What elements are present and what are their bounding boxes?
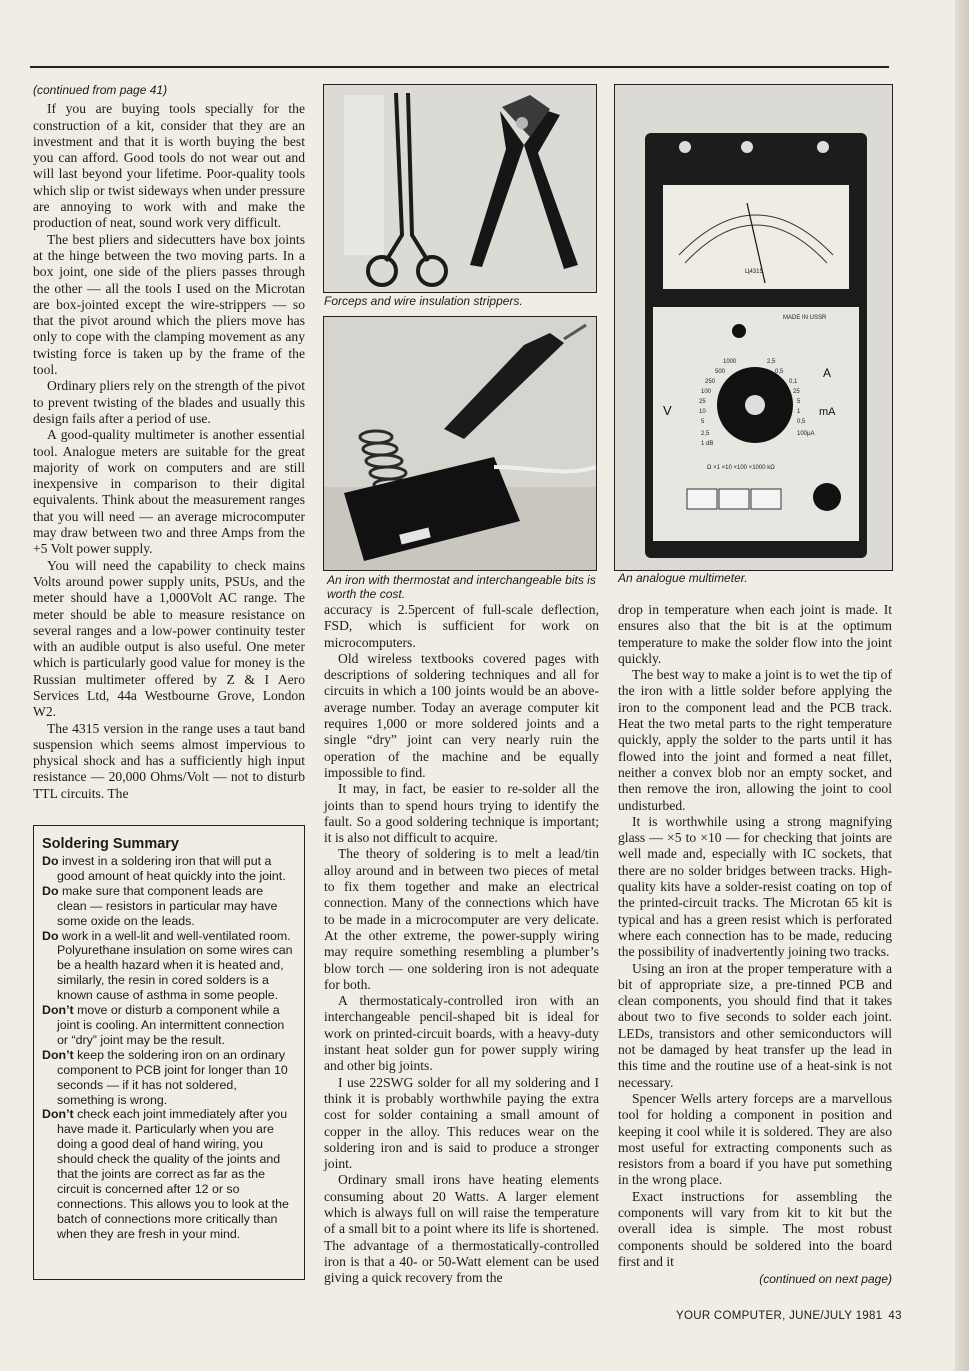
range-label: 25	[699, 399, 706, 405]
page-edge	[955, 0, 969, 1371]
article-column-3	[618, 602, 892, 1287]
meter-unit-milliamps: mA	[819, 406, 836, 418]
summary-item-text: keep the soldering iron on an ordinary component to PCB joint for longer than 10 seconds — if it has not soldered, something is wrong.	[57, 1047, 288, 1107]
paragraph: I use 22SWG solder for all my soldering and I think it is probably worthwhile paying the extra cost for solder containing a small amount of copper in the alloy. This reduces wear on the soldering iron and is said to produce a stronger joint.	[324, 1074, 599, 1172]
soldering-iron-illustration	[324, 317, 596, 570]
summary-item-lead: Don’t	[42, 1047, 74, 1062]
summary-item-lead: Don’t	[42, 1107, 74, 1122]
meter-ohm-row: Ω ×1 ×10 ×100 ×1000 kΩ	[707, 465, 775, 471]
paragraph: Using an iron at the proper temperature with a bit of appropriate size, a pre-tinned PCB and clean components, you should find that it takes about two to five seconds to solder each joint. LEDs, transistors and other semiconductors will not be damaged by heat transfer up the lead in this time and the routine use of a heat-sink is not necessary.	[618, 960, 892, 1090]
forceps-photo	[323, 84, 597, 293]
paragraph: The best pliers and sidecutters have box joints at the hinge between the two moving parts. In a box joint, one side of the pliers passes through the other — all the tools I used on the Microtan are box-jointed except the wire-strippers — so that the pivot around which the pliers move has only to cope with the clamping movement as any twisting force is taken up by the frame of the tool.	[33, 231, 305, 378]
summary-item	[42, 1107, 296, 1241]
range-label: 1000	[723, 359, 737, 365]
summary-item	[42, 1048, 296, 1108]
page-number: 43	[888, 1310, 902, 1322]
range-label: 500	[715, 369, 726, 375]
summary-item-lead: Don’t	[42, 1003, 74, 1018]
summary-item-text: work in a well-lit and well-ventilated room. Polyurethane insulation on some wires can be a health hazard when it is heated and, similarly, the resin in cored solders is a known cause of asthma in some people.	[57, 928, 293, 1003]
forceps-illustration	[324, 85, 596, 292]
range-label: 100	[701, 389, 712, 395]
forceps-caption: Forceps and wire insulation strippers.	[324, 294, 523, 308]
range-label: 0,5	[775, 369, 784, 375]
top-rule	[30, 66, 889, 68]
summary-item	[42, 854, 296, 884]
range-label: 0,1	[789, 379, 798, 385]
summary-title: Soldering Summary	[42, 836, 179, 852]
paragraph: You will need the capability to check mains Volts around power supply units, PSUs, and the meter should have a 1,000Volt AC range. The meter should be able to measure resistance on several ranges and a low-power continuity tester with an audible output is also useful. One meter which is particularly good value for money is the Russian multimeter offered by Z & I Aero Services Ltd, 44a Westbourne Grove, London W2.	[33, 557, 305, 720]
summary-item	[42, 1003, 296, 1048]
summary-item-lead: Do	[42, 883, 59, 898]
meter-unit-amps: A	[823, 366, 832, 380]
article-column-2	[324, 602, 599, 1286]
range-label: 2,5	[701, 431, 710, 437]
paragraph: The 4315 version in the range uses a taut band suspension which seems almost impervious to physical shock and has a sufficiently high input resistance — 20,000 Ohms/Volt — not to disturb TTL circuits. The	[33, 720, 305, 801]
range-label: 1 dB	[701, 441, 714, 447]
meter-made-in-label: MADE IN USSR	[783, 315, 827, 321]
paragraph: drop in temperature when each joint is made. It ensures also that the bit is at the optimum temperature to make the solder flow into the joint quickly.	[618, 602, 892, 666]
paragraph: Exact instructions for assembling the components will vary from kit to kit but the overall idea is simple. The most robust components should be soldered into the board first and it	[618, 1188, 892, 1269]
paragraph: Ordinary pliers rely on the strength of the pivot to prevent twisting of the blades and usually this design fails after a period of use.	[33, 378, 305, 426]
range-label: 25	[793, 389, 800, 395]
paragraph: Spencer Wells artery forceps are a marvellous tool for holding a component in position and keeping it cool while it is soldered. They are also most useful for extracting components such as resistors from a board if you have put something in the wrong place.	[618, 1090, 892, 1188]
paragraph: It may, in fact, be easier to re-solder all the joints than to spend hours trying to identify the fault. So a good soldering technique is important; it is also not difficult to acquire.	[324, 781, 599, 846]
range-label: 250	[705, 379, 716, 385]
paragraph: The best way to make a joint is to wet the tip of the iron with a little solder before applying the iron to the component lead and the PCB track. Heat the two metal parts to the right temperature quickly, apply the solder to the parts until it has flowed into the joint and formed a neat fillet, neither a convex blob nor an empty socket, and then remove the iron, allowing the joint to cool undisturbed.	[618, 667, 892, 813]
summary-item	[42, 884, 296, 929]
paragraph: A thermostaticaly-controlled iron with an interchangeable pencil-shaped bit is ideal for work on printed-circuit boards, with a heavy-duty instant heat solder gun for power supply wiring and other big joints.	[324, 993, 599, 1074]
summary-item-text: move or disturb a component while a joint is cooling. An intermittent connection or “dry” joint may be the result.	[57, 1003, 285, 1047]
range-label: 10	[699, 409, 706, 415]
paragraph: It is worthwhile using a strong magnifying glass — ×5 to ×10 — for checking that joints are well made and, especially with IC sockets, that there are no solder bridges between tracks. High-quality kits have a solder-resist coating on top of the printed-circuit tracks. The Microtan 65 kit is typical and has a green resist which is perforated where each connection has to be made, reducing the possibility of inadvertently joining two tracks.	[618, 813, 892, 960]
summary-item-text: make sure that component leads are clean — resistors in particular may have some oxide on the leads.	[57, 883, 278, 928]
range-label: 1	[797, 409, 801, 415]
range-label: 2,5	[767, 359, 776, 365]
soldering-iron-photo	[323, 316, 597, 571]
meter-model-label: Ц4315	[745, 269, 763, 275]
summary-item-text: invest in a soldering iron that will put a good amount of heat quickly into the joint.	[57, 854, 286, 883]
paragraph: If you are buying tools specially for the construction of a kit, consider that they are an investment and that it is worth buying the best you can afford. Good tools do not wear out and will last beyond your lifetime. Poor-quality tools which slip or twist sideways when under pressure are annoying to work with and make the production of neat, sound work very difficult.	[33, 101, 305, 231]
soldering-iron-caption: An iron with thermostat and interchangeable bits is worth the cost.	[327, 573, 596, 601]
range-label: 5	[701, 419, 705, 425]
range-label: 5	[797, 399, 801, 405]
paragraph: Ordinary small irons have heating elements consuming about 20 Watts. A larger element which is always full on will raise the temperature of a small bit to a point where its life is shortened. The advantage of a thermostatically-controlled iron is that a 40- or 50-Watt element can be used giving a quick recovery from the	[324, 1172, 599, 1286]
paragraph: accuracy is 2.5percent of full-scale deflection, FSD, which is sufficient for work on microcomputers.	[324, 602, 599, 650]
summary-item-lead: Do	[42, 854, 59, 868]
continued-from-note: (continued from page 41)	[33, 83, 168, 97]
range-label: 100µA	[797, 431, 815, 437]
summary-item-text: check each joint immediately after you have made it. Particularly when you are doing a good deal of hand wiring, you should check the quality of the joints and that the joints are correct as far as the circuit is concerned after 12 or so connections. This allows you to look at the batch of connections more critically than when they are fresh in your mind.	[57, 1107, 289, 1241]
summary-item	[42, 929, 296, 1004]
soldering-summary-box	[33, 825, 305, 1280]
paragraph: The theory of soldering is to melt a lead/tin alloy around and in between two pieces of metal to fix them together and make an electrical connection. Many of the connections which have to be made in a microcomputer are very delicate. At the other extreme, the power-supply wiring may require something resembling a plumber’s blow torch — one soldering iron is not adequate for both.	[324, 846, 599, 992]
summary-item-lead: Do	[42, 928, 59, 943]
range-label: 0,5	[797, 419, 806, 425]
continued-next-note: (continued on next page)	[759, 1272, 892, 1287]
paragraph: Old wireless textbooks covered pages with descriptions of soldering techniques and all for circuits in which a 100 joints would be an above-average number. Today an average computer kit requires 1,000 or more soldered joints and a single “dry” joint can very nearly ruin the operation of the machine and be equally impossible to find.	[324, 650, 599, 780]
magazine-issue: YOUR COMPUTER, JUNE/JULY 1981	[676, 1310, 883, 1322]
multimeter-illustration	[615, 85, 892, 570]
multimeter-photo	[614, 84, 893, 571]
page-footer	[676, 1310, 902, 1322]
meter-unit-volts: V	[663, 403, 672, 418]
multimeter-caption: An analogue multimeter.	[618, 571, 748, 585]
article-column-1	[33, 82, 305, 802]
paragraph: A good-quality multimeter is another essential tool. Analogue meters are suitable for the great majority of work on computers and are still inexpensive in comparison to their digital equivalents. Think about the measurement ranges that you will need — an average microcomputer may draw between two and three Amps from the +5 Volt power supply.	[33, 427, 305, 557]
